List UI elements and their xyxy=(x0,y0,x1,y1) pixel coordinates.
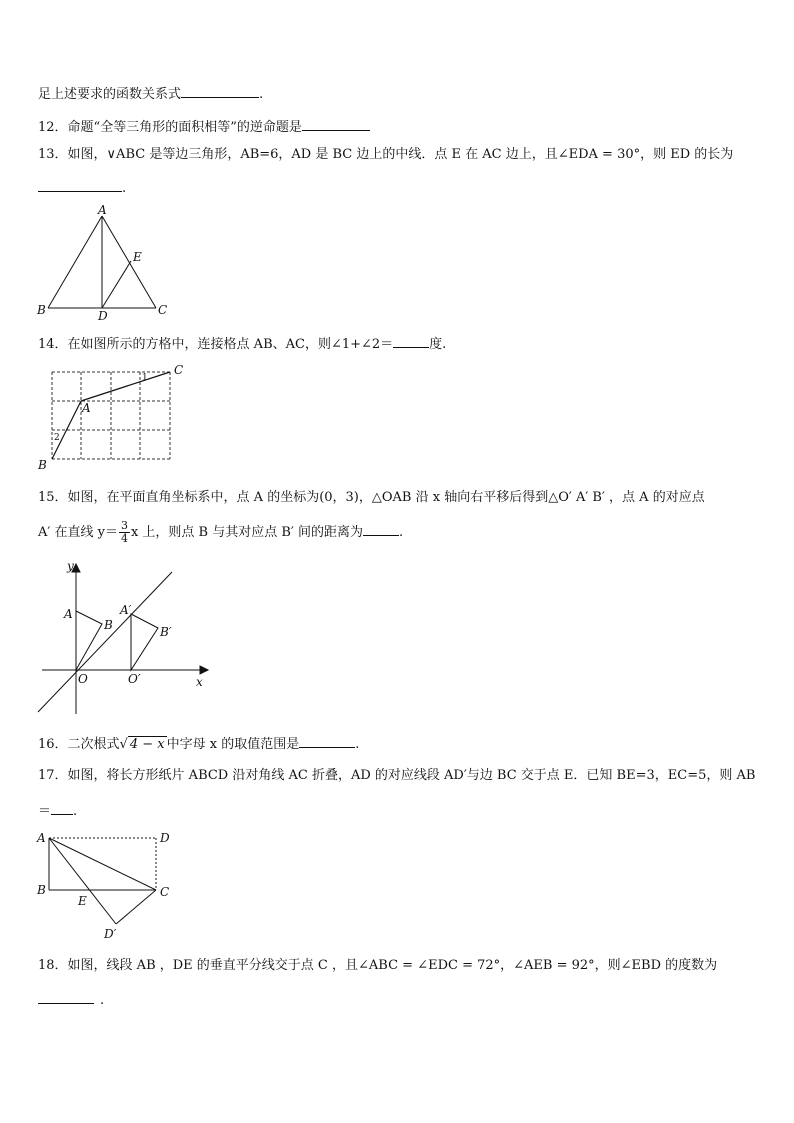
q17-label-c: C xyxy=(160,885,170,899)
q13-label-d: D xyxy=(98,309,108,322)
q17-diagonal-ac xyxy=(49,838,156,890)
q17-label-d-prime: D′ xyxy=(104,927,117,941)
q15-fraction-numerator: 3 xyxy=(120,519,128,532)
q14-angle-1: 1 xyxy=(142,373,148,383)
q11-tail-text: 足上述要求的函数关系式 xyxy=(38,87,182,102)
q15-triangle-o1a1b1 xyxy=(131,614,158,670)
q12-answer-blank xyxy=(302,116,370,131)
q18-answer-blank xyxy=(38,989,94,1004)
q15-text-after-fraction: x 上，则点 B 与其对应点 B′ 间的距离为 xyxy=(130,525,364,540)
q16-answer-blank xyxy=(299,733,355,748)
q14-label-a: A xyxy=(82,401,91,415)
q15-x-arrow xyxy=(200,666,208,674)
q15-line2 xyxy=(38,520,403,546)
q12-line xyxy=(38,116,370,137)
q14-answer-blank xyxy=(393,333,429,348)
q15-answer-blank xyxy=(363,521,399,536)
q16-line xyxy=(38,733,359,754)
q16-period: . xyxy=(355,737,360,752)
q18-period: . xyxy=(100,993,105,1008)
q16-text-after: 中字母 x 的取值范围是 xyxy=(166,737,300,752)
q15-line-y-3-4x xyxy=(38,572,172,712)
q15-label-x: x xyxy=(196,675,203,689)
q14-grid-figure xyxy=(34,362,194,472)
q17-line1 xyxy=(38,767,755,785)
q16-radicand: 4 − x xyxy=(129,737,165,752)
q13-label-a: A xyxy=(98,204,107,217)
q13-line2 xyxy=(38,177,126,198)
q13-period: . xyxy=(122,181,127,196)
q15-text: 15．如图，在平面直角坐标系中，点 A 的坐标为(0，3)，△OAB 沿 x 轴向右平移后得到△O′ A′ B′ ，点 A 的对应点 xyxy=(38,490,705,505)
q15-label-b: B xyxy=(104,618,113,632)
q15-label-o: O xyxy=(78,672,88,686)
q11-tail-line xyxy=(38,83,263,104)
q13-answer-blank xyxy=(38,177,122,192)
q14-angle-2: 2 xyxy=(54,433,60,443)
q17-label-a: A xyxy=(37,831,46,845)
q17-segment-d1c xyxy=(116,890,156,924)
q13-label-b: B xyxy=(37,303,46,317)
q13-text: 13．如图，∨ABC 是等边三角形，AB=6，AD 是 BC 边上的中线．点 E 在 AC 边上，且∠EDA = 30°，则 ED 的长为 xyxy=(38,147,734,162)
q15-fraction xyxy=(119,520,130,545)
q14-text: 14．在如图所示的方格中，连接格点 AB、AC，则∠1+∠2＝ xyxy=(38,337,394,352)
q16-radical: √ 4 − x xyxy=(119,737,165,752)
q18-line2 xyxy=(38,989,104,1010)
q17-rectangle-figure xyxy=(34,826,184,944)
q15-fraction-denominator: 4 xyxy=(120,532,128,545)
q15-line1 xyxy=(38,489,705,507)
q12-text: 12．命题“全等三角形的面积相等”的逆命题是 xyxy=(38,120,302,135)
q13-label-c: C xyxy=(158,303,168,317)
q17-label-d: D xyxy=(160,831,170,845)
q13-side-ab xyxy=(48,216,102,308)
q16-text-before: 16．二次根式 xyxy=(38,737,120,752)
q17-equals: ＝ xyxy=(38,804,52,819)
q17-period: . xyxy=(73,804,78,819)
q18-line1 xyxy=(38,957,717,975)
q15-period: . xyxy=(399,525,404,540)
q15-triangle-oab xyxy=(76,611,102,670)
q14-segment-ac xyxy=(81,372,170,401)
q13-segment-de xyxy=(102,261,131,308)
q15-label-o-prime: O′ xyxy=(128,672,141,686)
q14-label-c: C xyxy=(174,363,184,377)
q17-label-e: E xyxy=(78,894,87,908)
q15-label-a-prime: A′ xyxy=(120,603,132,617)
q15-label-b-prime: B′ xyxy=(160,625,172,639)
q13-label-e: E xyxy=(133,250,142,264)
q15-coordinate-figure xyxy=(34,556,214,716)
q14-line xyxy=(38,333,446,354)
q13-triangle-figure xyxy=(34,204,174,322)
q15-label-y: y xyxy=(67,559,74,573)
q15-text-before-fraction: A′ 在直线 y＝ xyxy=(38,525,118,540)
q14-segment-ab xyxy=(52,401,81,459)
q15-label-a: A xyxy=(64,607,73,621)
q18-text: 18．如图，线段 AB ，DE 的垂直平分线交于点 C ，且∠ABC = ∠EDC = 72°，∠AEB = 92°，则∠EBD 的度数为 xyxy=(38,958,718,973)
q14-unit: 度. xyxy=(429,337,447,352)
q17-label-b: B xyxy=(37,883,46,897)
q17-text: 17．如图，将长方形纸片 ABCD 沿对角线 AC 折叠，AD 的对应线段 AD′与边 BC 交于点 E．已知 BE=3，EC=5，则 AB xyxy=(38,768,756,783)
q11-period: . xyxy=(259,87,264,102)
q17-answer-blank xyxy=(51,800,73,815)
q17-line2 xyxy=(38,800,77,821)
q13-line1 xyxy=(38,146,733,164)
q14-label-b: B xyxy=(38,458,47,472)
q17-segment-ad1 xyxy=(49,838,116,924)
q14-grid xyxy=(52,372,170,459)
q11-answer-blank xyxy=(181,83,259,98)
